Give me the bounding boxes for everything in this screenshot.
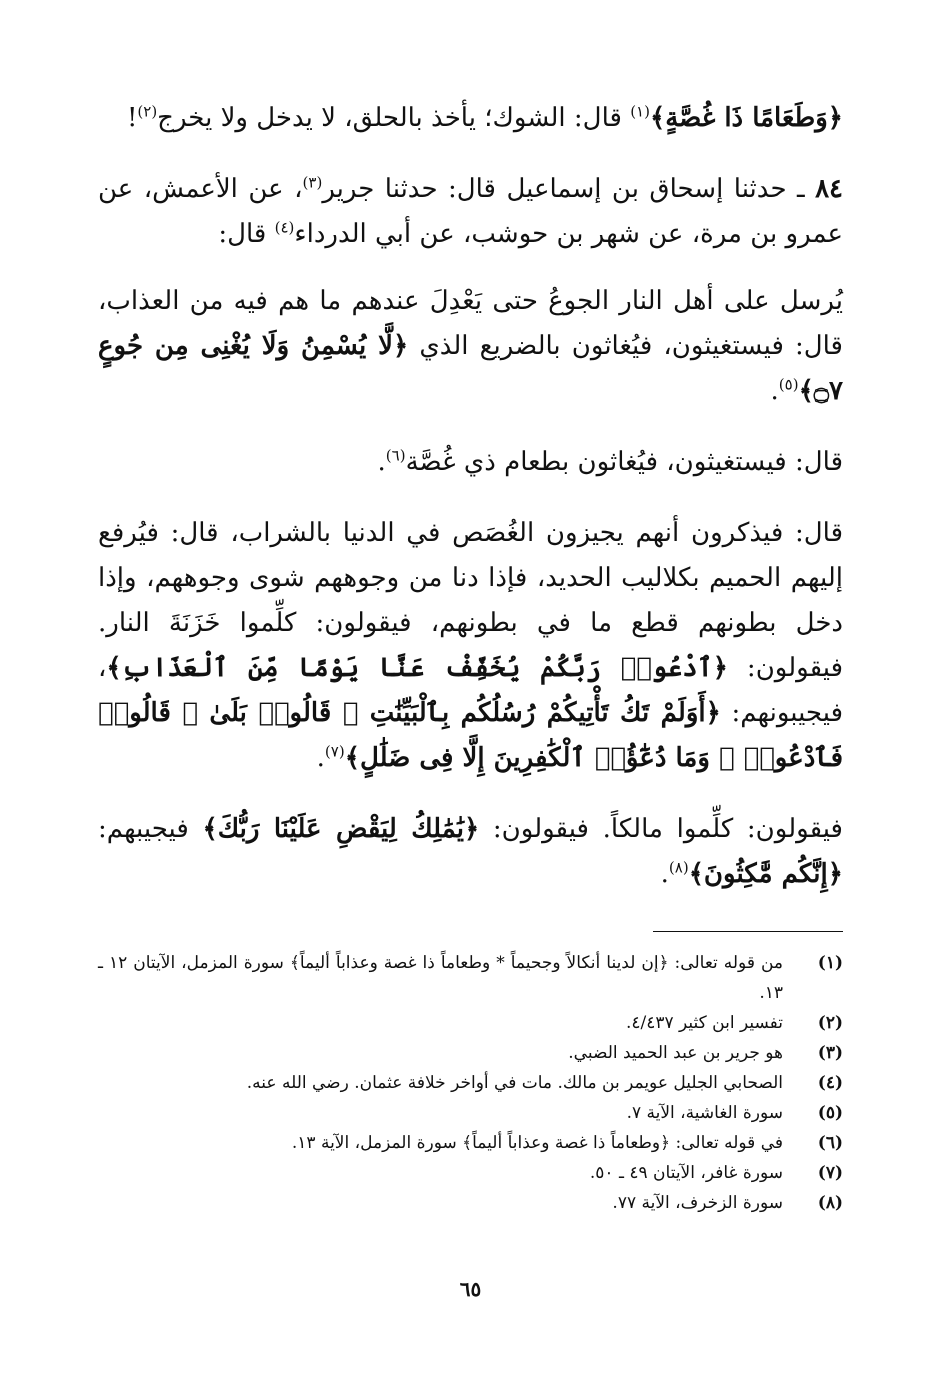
text-run: قال: فيستغيثون، فيُغاثون بطعام ذي غُصَّة xyxy=(405,447,843,477)
footnote-ref: (١) xyxy=(630,102,650,121)
text-run: . xyxy=(770,376,779,406)
text-run: فيقولون: كلِّموا مالكاً. فيقولون: xyxy=(479,814,843,844)
text-run: يُرسل على أهل النار الجوعُ حتى يَعْدِلَ عندهم ما هم فيه من العذاب، قال: فيستغيثون، فيُغاثون بالضريع الذي xyxy=(98,286,843,361)
text-run: . xyxy=(377,447,386,477)
footnote xyxy=(98,1038,843,1068)
footnote-number: (٤) xyxy=(817,1073,843,1093)
footnote-text: في قوله تعالى: ﴿وطعاماً ذا غصة وعذاباً أليماً﴾ سورة المزمل، الآية ١٣. xyxy=(291,1133,783,1153)
footnote-divider xyxy=(653,931,843,932)
footnote-ref: (٦) xyxy=(385,446,406,465)
footnote-text: سورة الزخرف، الآية ٧٧. xyxy=(612,1193,783,1213)
footnote xyxy=(98,1128,843,1158)
quran-verse: ﴿أَوَلَمْ تَكُ تَأْتِيكُمْ رُسُلُكُم بِٱلْبَيِّنَٰتِ ۖ قَالُوا۟ بَلَىٰ ۚ قَالُوا۟ فَٱدْعُوا۟ ۗ وَمَا دُعَٰٓؤُا۟ ٱلْكَٰفِرِينَ إِلَّا فِى ضَلَٰلٍ﴾ xyxy=(98,698,843,773)
quran-verse: ﴿يَٰمَٰلِكُ لِيَقْضِ عَلَيْنَا رَبُّكَ﴾ xyxy=(202,814,480,844)
footnote-text: سورة الغاشية، الآية ٧. xyxy=(626,1103,783,1123)
text-run: فيجيبهم: xyxy=(98,814,203,844)
footnote-number: (٦) xyxy=(817,1133,843,1153)
footnote-text: الصحابي الجليل عويمر بن مالك. مات في أواخر خلافة عثمان. رضي الله عنه. xyxy=(246,1073,783,1093)
paragraph xyxy=(98,96,843,141)
text-run: ـ حدثنا إسحاق بن إسماعيل قال: حدثنا جرير xyxy=(322,174,816,204)
footnote-ref: (٤) xyxy=(274,218,295,237)
footnote xyxy=(98,948,843,1008)
paragraph xyxy=(98,440,843,485)
text-run: ! xyxy=(126,103,138,133)
footnote-text: تفسير ابن كثير ٤/٤٣٧. xyxy=(625,1013,783,1033)
text-run: قال: فيذكرون أنهم يجيزون الغُصَص في الدنيا بالشراب، قال: فيُرفع إليهم الحميم بكلاليب الحديد، فإذا دنا من وجوههم شوى وجوههم، وإذا دخل بطونهم قطع ما في بطونهم، فيقولون: كلِّموا خَزَنَةَ النار. فيقولون: xyxy=(98,518,843,683)
text-run: قال: الشوك؛ يأخذ بالحلق، لا يدخل ولا يخرج xyxy=(157,103,631,133)
quran-verse: ﴿ٱدْعُوا۟ رَبَّكُمْ يُخَفِّفْ عَنَّا يَوْمًا مِّنَ ٱلْعَذَابِ﴾ xyxy=(106,653,729,683)
footnote-ref: (٥) xyxy=(778,375,799,394)
footnote-ref: (٧) xyxy=(324,742,345,761)
text-run: ، عن الأعمش، عن عمرو بن مرة، عن شهر بن حوشب، عن أبي الدرداء xyxy=(98,174,843,249)
footnote-ref: (٨) xyxy=(668,858,689,877)
paragraph xyxy=(98,167,843,257)
footnote-number: (٣) xyxy=(817,1043,843,1063)
quran-verse: ﴿وَطَعَامًا ذَا غُصَّةٍ﴾ xyxy=(649,103,843,133)
text-run: . xyxy=(316,743,325,773)
footnote xyxy=(98,1068,843,1098)
paragraph xyxy=(98,279,843,414)
footnote xyxy=(98,1098,843,1128)
footnote xyxy=(98,1158,843,1188)
footnote-text: هو جرير بن عبد الحميد الضبي. xyxy=(568,1043,783,1063)
footnote-ref: (٢) xyxy=(137,102,158,121)
main-text xyxy=(98,96,843,923)
footnotes xyxy=(98,948,843,1218)
footnote-number: (٥) xyxy=(817,1103,843,1123)
text-run: ، فيجيبونهم: xyxy=(98,653,843,728)
footnote-ref: (٣) xyxy=(302,173,323,192)
footnote-number: (٧) xyxy=(817,1163,843,1183)
quran-verse: ﴿لَّا يُسْمِنُ وَلَا يُغْنِى مِن جُوعٍ ۝٧﴾ xyxy=(98,331,843,406)
footnote xyxy=(98,1008,843,1038)
paragraph xyxy=(98,511,843,781)
hadith-number: ٨٤ xyxy=(815,174,843,204)
text-run: . xyxy=(660,859,669,889)
footnote-number: (٨) xyxy=(817,1193,843,1213)
footnote-text: سورة غافر، الآيتان ٤٩ ـ ٥٠. xyxy=(589,1163,783,1183)
footnote-number: (١) xyxy=(817,953,843,973)
text-run: قال: xyxy=(218,219,275,249)
quran-verse: ﴿إِنَّكُم مَّٰكِثُونَ﴾ xyxy=(688,859,843,889)
page-number: ٦٥ xyxy=(459,1277,482,1301)
footnote-text: من قوله تعالى: ﴿إن لدينا أنكالاً وجحيماً * وطعاماً ذا غصة وعذاباً أليماً﴾ سورة المزمل، الآيتان ١٢ ـ ١٣. xyxy=(98,953,783,1003)
paragraph xyxy=(98,807,843,897)
footnote xyxy=(98,1188,843,1218)
footnote-number: (٢) xyxy=(817,1013,843,1033)
